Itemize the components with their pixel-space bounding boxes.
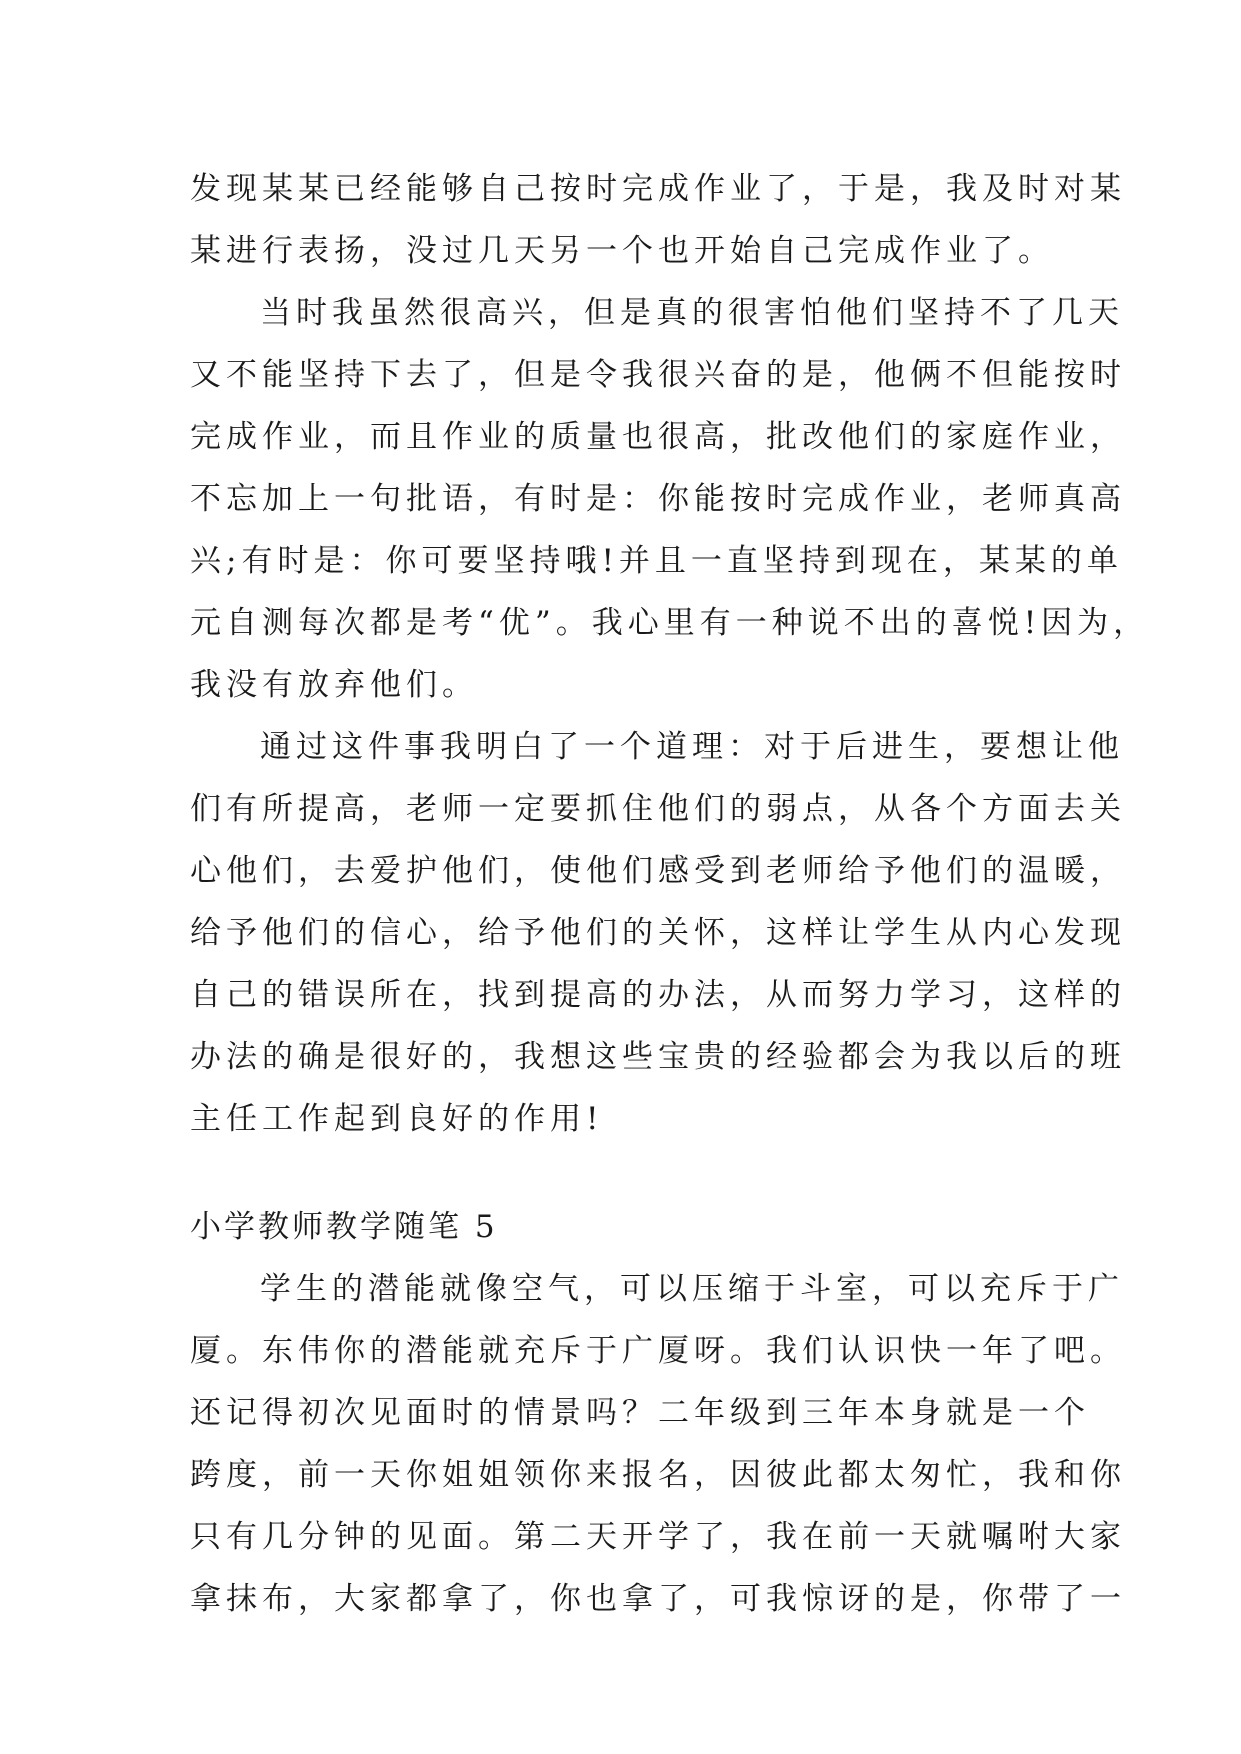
text-line: 心他们，去爱护他们，使他们感受到老师给予他们的温暖， (190, 853, 1126, 889)
text-line: 我没有放弃他们。 (190, 667, 478, 703)
document-body (190, 158, 1150, 1630)
paragraph-2 (190, 282, 1150, 716)
text-line: 还记得初次见面时的情景吗？二年级到三年本身就是一个 (190, 1395, 1090, 1431)
text-line: 拿抹布，大家都拿了，你也拿了，可我惊讶的是，你带了一 (190, 1581, 1126, 1617)
paragraph-3 (190, 716, 1126, 1150)
text-line: 主任工作起到良好的作用! (190, 1101, 604, 1137)
text-line: 兴;有时是：你可要坚持哦!并且一直坚持到现在，某某的单 (190, 543, 1123, 579)
text-line: 又不能坚持下去了，但是令我很兴奋的是，他俩不但能按时 (190, 357, 1126, 393)
text-line: 不忘加上一句批语，有时是：你能按时完成作业，老师真高 (190, 481, 1126, 517)
text-line: 厦。东伟你的潜能就充斥于广厦呀。我们认识快一年了吧。 (190, 1333, 1126, 1369)
text-line: 跨度，前一天你姐姐领你来报名，因彼此都太匆忙，我和你 (190, 1457, 1126, 1493)
section-heading: 小学教师教学随笔 5 (190, 1209, 498, 1245)
text-line: 完成作业，而且作业的质量也很高，批改他们的家庭作业， (190, 419, 1126, 455)
text-line: 发现某某已经能够自己按时完成作业了，于是，我及时对某 (190, 171, 1126, 207)
text-line: 通过这件事我明白了一个道理：对于后进生，要想让他 (260, 729, 1124, 765)
text-line: 学生的潜能就像空气，可以压缩于斗室，可以充斥于广 (260, 1271, 1124, 1307)
text-line: 元自测每次都是考“优”。我心里有一种说不出的喜悦!因为， (190, 605, 1150, 641)
text-line: 当时我虽然很高兴，但是真的很害怕他们坚持不了几天 (260, 295, 1124, 331)
text-line: 给予他们的信心，给予他们的关怀，这样让学生从内心发现 (190, 915, 1126, 951)
text-line: 自己的错误所在，找到提高的办法，从而努力学习，这样的 (190, 977, 1126, 1013)
text-line: 只有几分钟的见面。第二天开学了，我在前一天就嘱咐大家 (190, 1519, 1126, 1555)
text-line: 们有所提高，老师一定要抓住他们的弱点，从各个方面去关 (190, 791, 1126, 827)
text-line: 办法的确是很好的，我想这些宝贵的经验都会为我以后的班 (190, 1039, 1126, 1075)
section-spacer (190, 1150, 1060, 1196)
text-line: 某进行表扬，没过几天另一个也开始自己完成作业了。 (190, 233, 1054, 269)
paragraph-1 (190, 158, 1126, 282)
paragraph-4 (190, 1258, 1126, 1630)
